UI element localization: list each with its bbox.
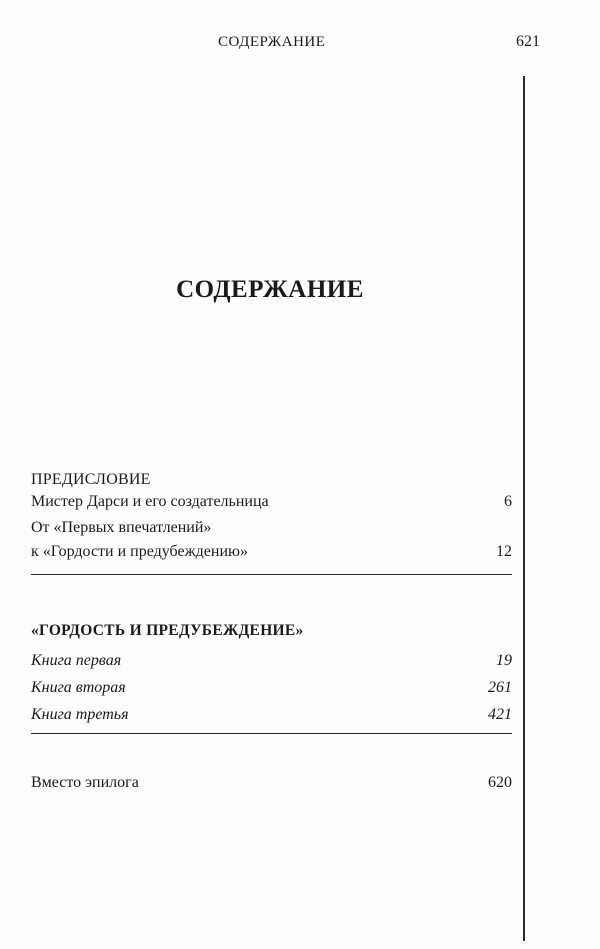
toc-entry-title-line1: От «Первых впечатлений» <box>31 519 212 536</box>
toc-entry[interactable] <box>31 651 512 671</box>
page-title: СОДЕРЖАНИЕ <box>176 276 364 303</box>
epilogue-section <box>31 773 512 793</box>
preface-section <box>31 470 512 562</box>
toc-entry-page: 6 <box>504 493 512 510</box>
section-divider <box>31 733 512 734</box>
toc-entry[interactable] <box>31 678 512 698</box>
toc-entry-page: 19 <box>496 652 512 669</box>
toc-entry-title: Книга третья <box>31 706 129 723</box>
toc-entry-page: 421 <box>488 706 512 723</box>
novel-heading: «ГОРДОСТЬ И ПРЕДУБЕЖДЕНИЕ» <box>31 622 304 639</box>
toc-entry[interactable] <box>31 492 512 512</box>
preface-heading: ПРЕДИСЛОВИЕ <box>31 471 151 488</box>
page-number: 621 <box>516 33 540 50</box>
section-divider <box>31 574 512 575</box>
toc-entry[interactable] <box>31 705 512 725</box>
toc-entry-page: 620 <box>488 774 512 791</box>
vertical-rule <box>523 76 525 941</box>
toc-entry-title-line2: к «Гордости и предубеждению» <box>31 543 248 560</box>
toc-entry-page: 12 <box>496 543 512 560</box>
running-head: СОДЕРЖАНИЕ <box>218 34 326 50</box>
toc-entry[interactable] <box>31 518 512 562</box>
toc-entry-page: 261 <box>488 679 512 696</box>
toc-entry-title: Книга вторая <box>31 679 126 696</box>
toc-entry-title: Вместо эпилога <box>31 774 139 791</box>
toc-entry[interactable] <box>31 773 512 793</box>
novel-section <box>31 621 512 725</box>
toc-entry-title: Книга первая <box>31 652 122 669</box>
toc-entry-title: Мистер Дарси и его создательница <box>31 493 269 510</box>
